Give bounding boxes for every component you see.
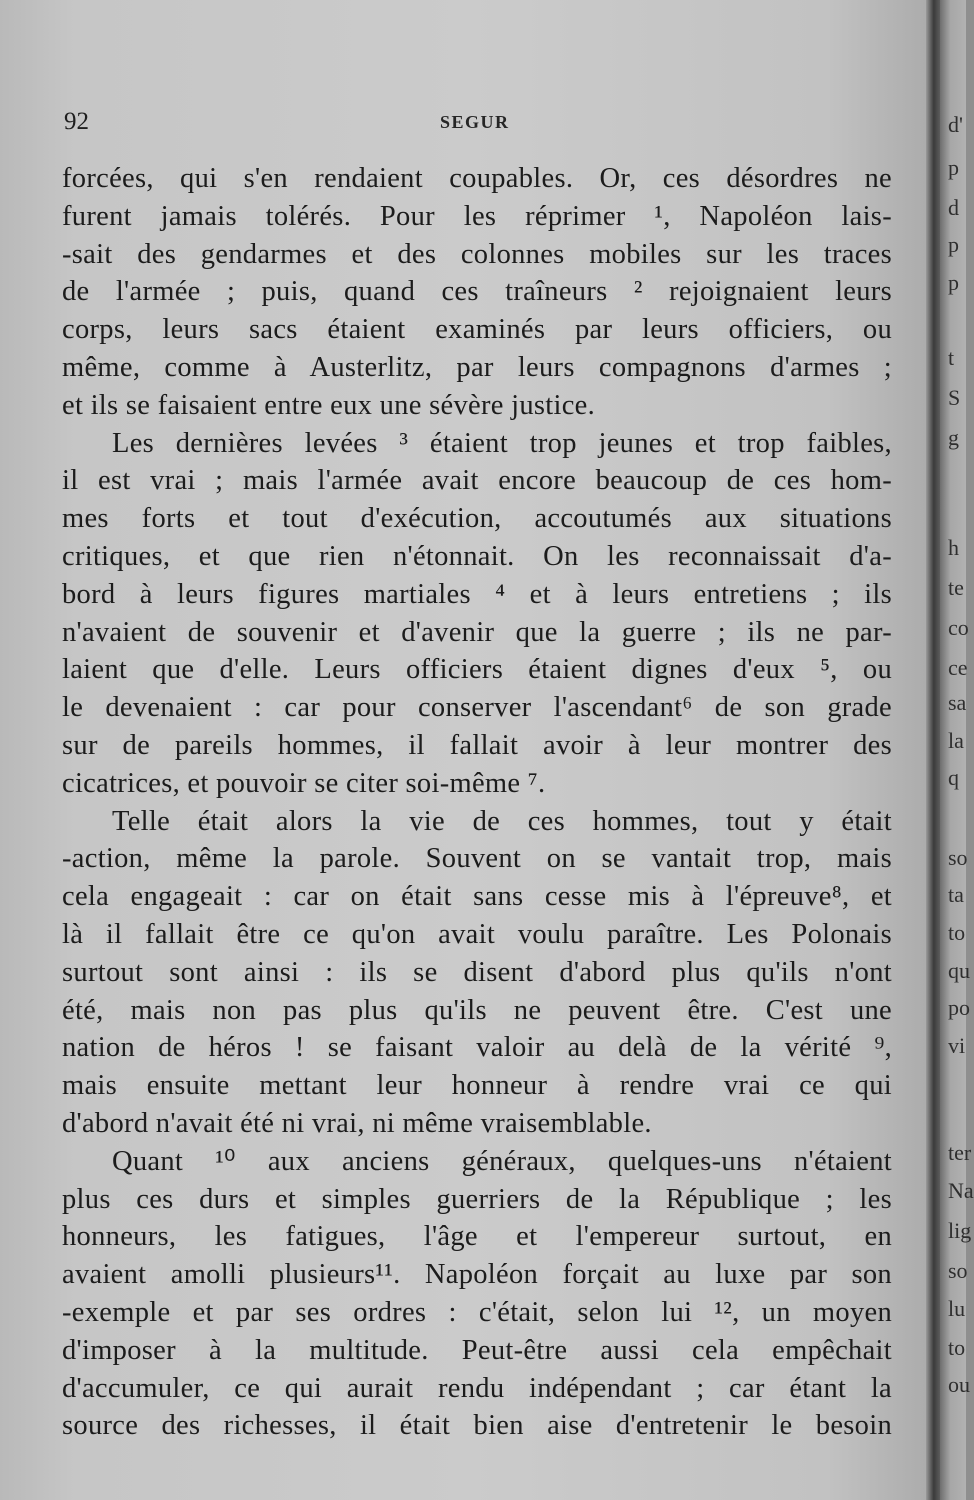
book-gutter: [926, 0, 940, 1500]
adjacent-page-fragment: d: [948, 195, 959, 220]
text-line: plus ces durs et simples guerriers de la République ; les: [62, 1183, 892, 1215]
text-line: furent jamais tolérés. Pour les réprimer ¹, Napoléon lais-: [62, 200, 892, 232]
text-line: avaient amolli plusieurs¹¹. Napoléon forçait au luxe par son: [62, 1259, 892, 1291]
text-line: Telle était alors la vie de ces hommes, tout y était: [112, 805, 892, 837]
text-line: il est vrai ; mais l'armée avait encore beaucoup de ces hom-: [62, 465, 892, 497]
adjacent-page-fragment: p: [948, 270, 959, 295]
adjacent-page-fragment: ter: [948, 1140, 972, 1165]
adjacent-page-fragment: co: [948, 615, 969, 640]
page-number: 92: [64, 108, 89, 135]
text-line: de l'armée ; puis, quand ces traîneurs ² rejoignaient leurs: [62, 276, 892, 308]
adjacent-page-fragment: h: [948, 535, 959, 560]
adjacent-page-fragment: lu: [948, 1296, 966, 1321]
adjacent-page-fragment: g: [948, 425, 959, 450]
text-line: surtout sont ainsi : ils se disent d'abord plus qu'ils n'ont: [62, 956, 892, 988]
text-line: -exemple et par ses ordres : c'était, selon lui ¹², un moyen: [62, 1296, 892, 1328]
text-line: -sait des gendarmes et des colonnes mobiles sur les traces: [62, 238, 892, 270]
text-line: mes forts et tout d'exécution, accoutumés aux situations: [62, 503, 892, 535]
adjacent-page-fragment: ta: [948, 882, 964, 907]
text-line: là il fallait être ce qu'on avait voulu paraître. Les Polonais: [62, 918, 892, 950]
adjacent-page-edge: [940, 0, 974, 1500]
text-line: -action, même la parole. Souvent on se vantait trop, mais: [62, 843, 892, 875]
adjacent-page-fragment: la: [948, 728, 964, 753]
adjacent-page-fragment: to: [948, 920, 966, 945]
adjacent-page-fragment: p: [948, 232, 959, 257]
adjacent-page-fragment: S: [948, 385, 961, 410]
text-line: mais ensuite mettant leur honneur à rendre vrai ce qui: [62, 1070, 892, 1102]
adjacent-page-fragment: q: [948, 765, 959, 790]
adjacent-page-fragment: ou: [948, 1372, 970, 1397]
text-line: même, comme à Austerlitz, par leurs compagnons d'armes ;: [62, 351, 892, 383]
body-text: [62, 160, 892, 1445]
text-line: laient que d'elle. Leurs officiers étaient dignes d'eux ⁵, ou: [62, 654, 892, 686]
adjacent-page-fragment: p: [948, 155, 959, 180]
adjacent-page-fragment: t: [948, 345, 955, 370]
text-line: Les dernières levées ³ étaient trop jeunes et trop faibles,: [112, 427, 892, 459]
text-line: source des richesses, il était bien aise d'entretenir le besoin: [62, 1410, 892, 1442]
adjacent-page-fragment: lig: [948, 1218, 972, 1243]
adjacent-page-fragment: po: [948, 995, 970, 1020]
text-line: le devenaient : car pour conserver l'ascendant⁶ de son grade: [62, 692, 892, 724]
running-head: [0, 108, 940, 138]
text-line: corps, leurs sacs étaient examinés par leurs officiers, ou: [62, 314, 892, 346]
adjacent-page-fragment: qu: [948, 958, 970, 983]
text-line: d'abord n'avait été ni vrai, ni même vraisemblable.: [62, 1107, 652, 1139]
text-line: Quant ¹⁰ aux anciens généraux, quelques-uns n'étaient: [112, 1145, 892, 1177]
text-line: n'avaient de souvenir et d'avenir que la guerre ; ils ne par-: [62, 616, 892, 648]
adjacent-page-fragment: te: [948, 575, 964, 600]
text-line: et ils se faisaient entre eux une sévère justice.: [62, 389, 596, 421]
text-line: bord à leurs figures martiales ⁴ et à leurs entretiens ; ils: [62, 578, 892, 610]
text-line: cela engageait : car on était sans cesse mis à l'épreuve⁸, et: [62, 881, 892, 913]
text-line: honneurs, les fatigues, l'âge et l'empereur surtout, en: [62, 1221, 892, 1253]
text-line: été, mais non pas plus qu'ils ne peuvent être. C'est une: [62, 994, 892, 1026]
text-line: forcées, qui s'en rendaient coupables. Or, ces désordres ne: [62, 163, 892, 194]
adjacent-page-fragment: so: [948, 845, 968, 870]
adjacent-page-fragment: vi: [948, 1033, 966, 1058]
text-line: d'imposer à la multitude. Peut-être aussi cela empêchait: [62, 1334, 892, 1366]
text-line: nation de héros ! se faisant valoir au delà de la vérité ⁹,: [62, 1032, 892, 1064]
text-line: cicatrices, et pouvoir se citer soi-même ⁷.: [62, 767, 546, 799]
text-line: d'accumuler, ce qui aurait rendu indépendant ; car étant la: [62, 1372, 892, 1404]
adjacent-page-fragment: so: [948, 1258, 968, 1283]
adjacent-page-fragment: sa: [948, 690, 967, 715]
adjacent-page-fragment: to: [948, 1335, 966, 1360]
adjacent-page-fragment: d': [948, 112, 963, 137]
running-head-title: SEGUR: [440, 112, 510, 132]
adjacent-page-fragment: Na: [948, 1178, 974, 1203]
text-line: critiques, et que rien n'étonnait. On les reconnaissait d'a-: [62, 540, 892, 572]
adjacent-page-fragment: ce: [948, 655, 968, 680]
text-line: sur de pareils hommes, il fallait avoir à leur montrer des: [62, 729, 892, 761]
